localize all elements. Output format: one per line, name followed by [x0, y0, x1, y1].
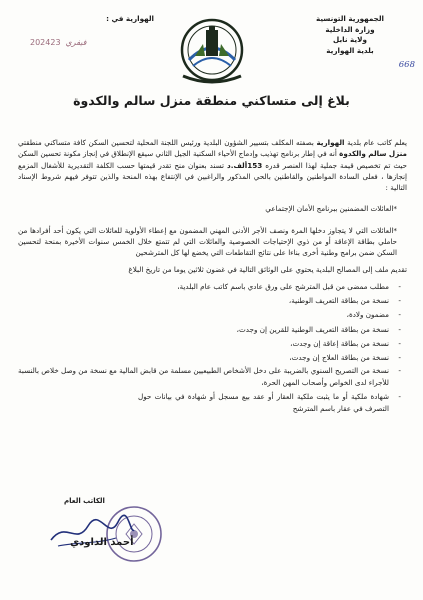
reference-value: 668: [398, 60, 415, 70]
municipality-logo: [175, 16, 249, 88]
intro-text: أنه في إطار برنامج تهذيب وإدماج الأحياء السكنية الجيل الثاني سيقع الإنطلاق في إنجاز مكونة تحسين السكن حيث تم تخصيص قيمة جملية لهذا العنصر قدره: [18, 149, 408, 170]
list-item: - نسخة من التصريح السنوي بالضريبة على دخل الأشخاص الطبيعيين مسلمة من قابض المالية مع نسخة من وصل خلاص بالنسبة للأجراء لدى الخواص وأصحاب المهن الحرة،: [18, 365, 407, 389]
place-date-header: [22, 14, 172, 23]
list-item: - مضمون ولادة،: [18, 308, 407, 322]
reference-number: [399, 60, 415, 70]
list-item: - مطلب ممضى من قبل المترشح على ورق عادي باسم كاتب عام البلدية،: [18, 280, 407, 294]
documents-list: [18, 280, 407, 415]
submission-intro: تقديم ملف إلى المصالح البلدية يحتوي على الوثائق التالية في غضون ثلاثين يوما من تاريخ البلاغ: [128, 264, 407, 274]
header-line: الجمهورية التونسية: [315, 14, 385, 23]
date-stamp: [30, 38, 92, 47]
signatory-name: أحمد الداودي: [70, 537, 134, 548]
list-item: - شهادة ملكية أو ما يثبت ملكية العقار أو عقد بيع مسجل أو شهادة في بيانات حول التصرف في عقار باسم المترشح: [18, 391, 407, 415]
issuer-header: [295, 14, 405, 56]
list-item: - نسخة من بطاقة التعريف الوطنية للقرين إن وجدت،: [18, 323, 407, 337]
stamp-year: 2024: [30, 38, 51, 47]
intro-text: تسند بعنوان منح تقدر قيمتها حسب الكلفة التقديرية للأشغال المزمع إنجازها ، فعلى السادة المواطنين والقاطنين بالحي المذكور والراغبين في الإنتفاع بهذه المنحة والذين تتوفر فيهم شروط الإسناد التالية :: [18, 160, 407, 193]
intro-text: يعلم كاتب عام بلدية: [344, 138, 408, 147]
place-label: الهوارية في :: [106, 14, 154, 23]
list-item: - نسخة من بطاقة العلاج إن وجدت،: [18, 351, 407, 365]
header-line: وزارة الداخلية: [325, 24, 375, 34]
stamp-month: فيفري: [65, 38, 87, 47]
document-title: بلاغ إلى متساكني منطقة منزل سالم والكدوة: [73, 93, 350, 108]
signatory-role: الكاتب العام: [64, 497, 105, 505]
condition-item: *العائلات المضمنين ببرنامج الأمان الإجتماعي: [265, 204, 397, 214]
intro-text: بصفته المكلف بتسيير الشؤون البلدية ورئيس اللجنة المحلية لتحسين السكن كافة متساكني منطقتي: [18, 138, 317, 147]
document-body: [18, 137, 407, 415]
stamp-day: 23: [50, 38, 61, 47]
area-name: منزل سالم والكدوة: [339, 149, 408, 159]
list-item: - نسخة من بطاقة إعاقة إن وجدت،: [18, 337, 407, 351]
list-item: - نسخة من بطاقة التعريف الوطنية،: [18, 294, 407, 308]
town-name: الهوارية: [316, 138, 345, 147]
grant-amount: 153ألف.د: [227, 160, 263, 170]
header-line: ولاية نابل: [333, 35, 367, 44]
condition-item: *العائلات التي لا يتجاوز دخلها المرة ونصف الأجر الأدنى المهني المضمون مع إعطاء الأولوية للعائلات التي يكون أحد أفرادها من حاملي بطاقة الإعاقة أو من ذوي الإحتياجات الخصوصية والعائلات التي لم تتمتع خلال الخمس سنوات الأخيرة بمنحة لتحسين السكن ضمن برامج وطنية أخرى بناءا على نتائج التقاطعات التي يخضع لها كل المترشحين: [18, 225, 397, 258]
header-line: بلدية الهوارية: [326, 45, 374, 55]
intro-paragraph: [18, 137, 407, 193]
